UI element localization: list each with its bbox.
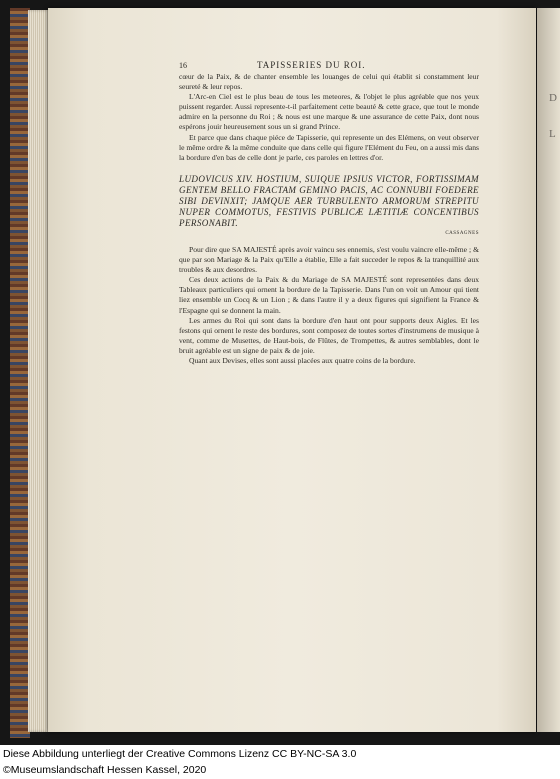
- license-caption: [0, 745, 560, 779]
- running-title: TAPISSERIES DU ROI.: [257, 60, 366, 70]
- page-header: [179, 60, 479, 72]
- adjacent-page-letter: D: [549, 92, 557, 104]
- latin-inscription: LUDOVICUS XIV. HOSTIUM, SUIQUE IPSIUS VICTOR, FORTISSIMAM GENTEM BELLO FRACTAM GEMINO PACIS, AC CONNUBII FOEDERE SIBI DEVINXIT; JAMQUE AER TURBULENTO ARMORUM STREPITU NUPER COMMOTUS, FESTIVIS PUBLICÆ LÆTITIÆ CONCENTIBUS PERSONABIT.: [179, 173, 479, 228]
- paragraph: Ces deux actions de la Paix & du Mariage de SA MAJESTÉ sont representées dans deux Tableaux particuliers qui ornent la bordure de la Tapisserie. Dans l'un on voit un Amour qui tient liez ensemble un Cocq & un Lion ; & dans l'autre il y a deux figures qui signifient la France & l'Espagne qui se donnent la main.: [179, 275, 479, 315]
- adjacent-page: [537, 8, 560, 732]
- paragraph: Et parce que dans chaque piéce de Tapisserie, qui represente un des Elémens, on veut observer le même ordre & la même conduite que dans celle qui figure l'Elément du Feu, on a aussi mis dans la bordure d'en bas de celle dont je parle, ces paroles en lettres d'or.: [179, 132, 479, 162]
- paragraph: Quant aux Devises, elles sont aussi placées aux quatre coins de la bordure.: [189, 355, 416, 365]
- copyright-text: ©Museumslandschaft Hessen Kassel, 2020: [3, 764, 207, 776]
- adjacent-page-letter: L: [549, 128, 556, 140]
- book-cover-edge: [10, 8, 30, 738]
- inscription-attribution: CASSAGNES: [445, 230, 479, 236]
- paragraph: cœur de la Paix, & de chanter ensemble les louanges de celui qui établit si constamment leur seureté & leur repos.: [179, 72, 479, 92]
- page-edges: [28, 10, 50, 732]
- paragraph: Pour dire que SA MAJESTÉ après avoir vaincu ses ennemis, s'est voulu vaincre elle-même ; & que par son Mariage & la Paix qu'Elle a établie, Elle a fait succeder le repos & la tranquillité aux troubles & aux desordres.: [179, 244, 479, 275]
- paragraph: L'Arc-en Ciel est le plus beau de tous les meteores, & l'objet le plus agréable que nos yeux puissent regarder. Aussi represente-t-il parfaitement cette beauté & cette grace, que tout le monde admire en la personne du Roi ; & nous est une marque & une assurance de cette Paix, dont nous espérons jouir heureusement sous un si grand Prince.: [179, 92, 479, 132]
- license-text: Diese Abbildung unterliegt der Creative Commons Lizenz CC BY-NC-SA 3.0: [3, 748, 357, 760]
- paragraph: Les armes du Roi qui sont dans la bordure d'en haut ont pour supports deux Aigles. Et les festons qui ornent le reste des bordures, sont composez de toutes sortes d'instrumens de musique à vent, comme de Musettes, de Haut-bois, de Flûtes, de Trompettes, & autres semblables, dont le bruit agréable est un signe de paix & de joie.: [179, 315, 479, 355]
- page-text: [179, 60, 479, 366]
- page-number: 16: [179, 61, 187, 70]
